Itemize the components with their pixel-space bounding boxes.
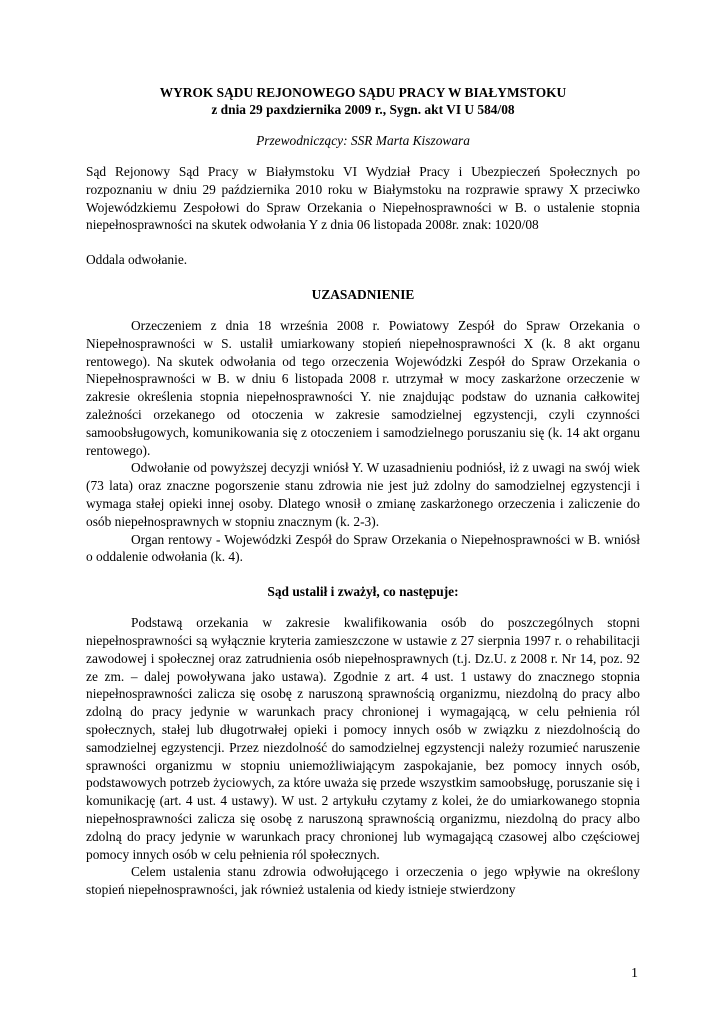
justification-paragraph-4: Podstawą orzekania w zakresie kwalifikowania osób do poszczególnych stopni niepełnosprawności są wyłącznie kryteria zamieszczone w ustawie z 27 sierpnia 1997 r. o rehabilitacji zawodowej i społecznej oraz zatrudnienia osób niepełnosprawnych (t.j. Dz.U. z 2008 r. Nr 14, poz. 92 ze zm. – dalej powoływana jako ustawa). Zgodnie z art. 4 ust. 1 ustawy do znacznego stopnia niepełnosprawności zalicza się osobę z naruszoną sprawnością organizmu, niezdolną do pracy albo zdolną do pracy jedynie w warunkach pracy chronionej i wymagającą, w celu pełnienia ról społecznych, stałej lub długotrwałej opieki i pomocy innych osób w związku z niezdolnością do samodzielnej egzystencji. Przez niezdolność do samodzielnej egzystencji należy rozumieć naruszenie sprawności organizmu w stopniu uniemożliwiającym zaspokajanie, bez pomocy innych osób, podstawowych potrzeb życiowych, za które uważa się przede wszystkim samoobsługę, poruszanie się i komunikację (art. 4 ust. 4 ustawy). W ust. 2 artykułu czytamy z kolei, że do umiarkowanego stopnia niepełnosprawności zalicza się osobę z naruszoną sprawnością organizmu, niezdolną do pracy albo zdolną do pracy jedynie w warunkach pracy chronionej lub wymagającą czasowej albo częściowej pomocy innych osób w celu pełnienia ról społecznych.	[86, 615, 640, 862]
justification-paragraph-3: Organ rentowy - Wojewódzki Zespół do Spraw Orzekania o Niepełnosprawności w B. wniósł o oddalenie odwołania (k. 4).	[86, 531, 640, 565]
judgment-date-reference: z dnia 29 paxdziernika 2009 r., Sygn. akt VI U 584/08	[211, 102, 515, 117]
intro-paragraph: Sąd Rejonowy Sąd Pracy w Białymstoku VI Wydział Pracy i Ubezpieczeń Społecznych po rozpoznaniu w dniu 29 października 2010 roku w Białymstoku na rozprawie sprawy X przeciwko Wojewódzkiemu Zespołowi do Spraw Orzekania o Niepełnosprawności w B. o ustalenie stopnia niepełnosprawności na skutek odwołania Y z dnia 06 listopada 2008r. znak: 1020/08	[86, 164, 640, 233]
justification-paragraph-1: Orzeczeniem z dnia 18 września 2008 r. Powiatowy Zespół do Spraw Orzekania o Niepełnosprawności w S. ustalił umiarkowany stopień niepełnosprawności X (k. 8 akt organu rentowego). Na skutek odwołania od tego orzeczenia Wojewódzki Zespół do Spraw Orzekania o Niepełnosprawności w B. w dniu 6 listopada 2008 r. utrzymał w mocy zaskarżone orzeczenie w zakresie określenia stopnia niepełnosprawności Y. nie znajdując podstaw do uznania całkowitej zależności orzekanego od otoczenia w zakresie samodzielnej egzystencji, czyli czynności samoobsługowych, komunikowania się z otoczeniem i samodzielnego poruszaniu się (k. 14 akt organu rentowego).	[86, 317, 640, 458]
ruling-text: Oddala odwołanie.	[86, 252, 188, 268]
page-number: 1	[631, 966, 638, 981]
justification-heading: UZASADNIENIE	[311, 286, 415, 302]
findings-heading: Sąd ustalił i zważył, co następuje:	[267, 584, 459, 600]
justification-paragraph-5: Celem ustalenia stanu zdrowia odwołującego i orzeczenia o jego wpływie na określony stopień niepełnosprawności, jak również ustalenia od kiedy istnieje stwierdzony	[86, 864, 640, 898]
presiding-judge: Przewodniczący: SSR Marta Kiszowara	[256, 133, 470, 148]
document-page	[86, 84, 640, 899]
justification-paragraph-2: Odwołanie od powyższej decyzji wniósł Y. W uzasadnieniu podniósł, iż z uwagi na swój wiek (73 lata) oraz znaczne pogorszenie stanu zdrowia nie jest już zdolny do samodzielnej egzystencji i wymaga stałej opieki innej osoby. Dlatego wnosił o zmianę zaskarżonego orzeczenia i zaliczenie do osób niepełnosprawnych w stopniu znacznym (k. 2-3).	[86, 460, 640, 529]
judgment-title: WYROK SĄDU REJONOWEGO SĄDU PRACY W BIAŁYMSTOKU	[159, 85, 567, 100]
